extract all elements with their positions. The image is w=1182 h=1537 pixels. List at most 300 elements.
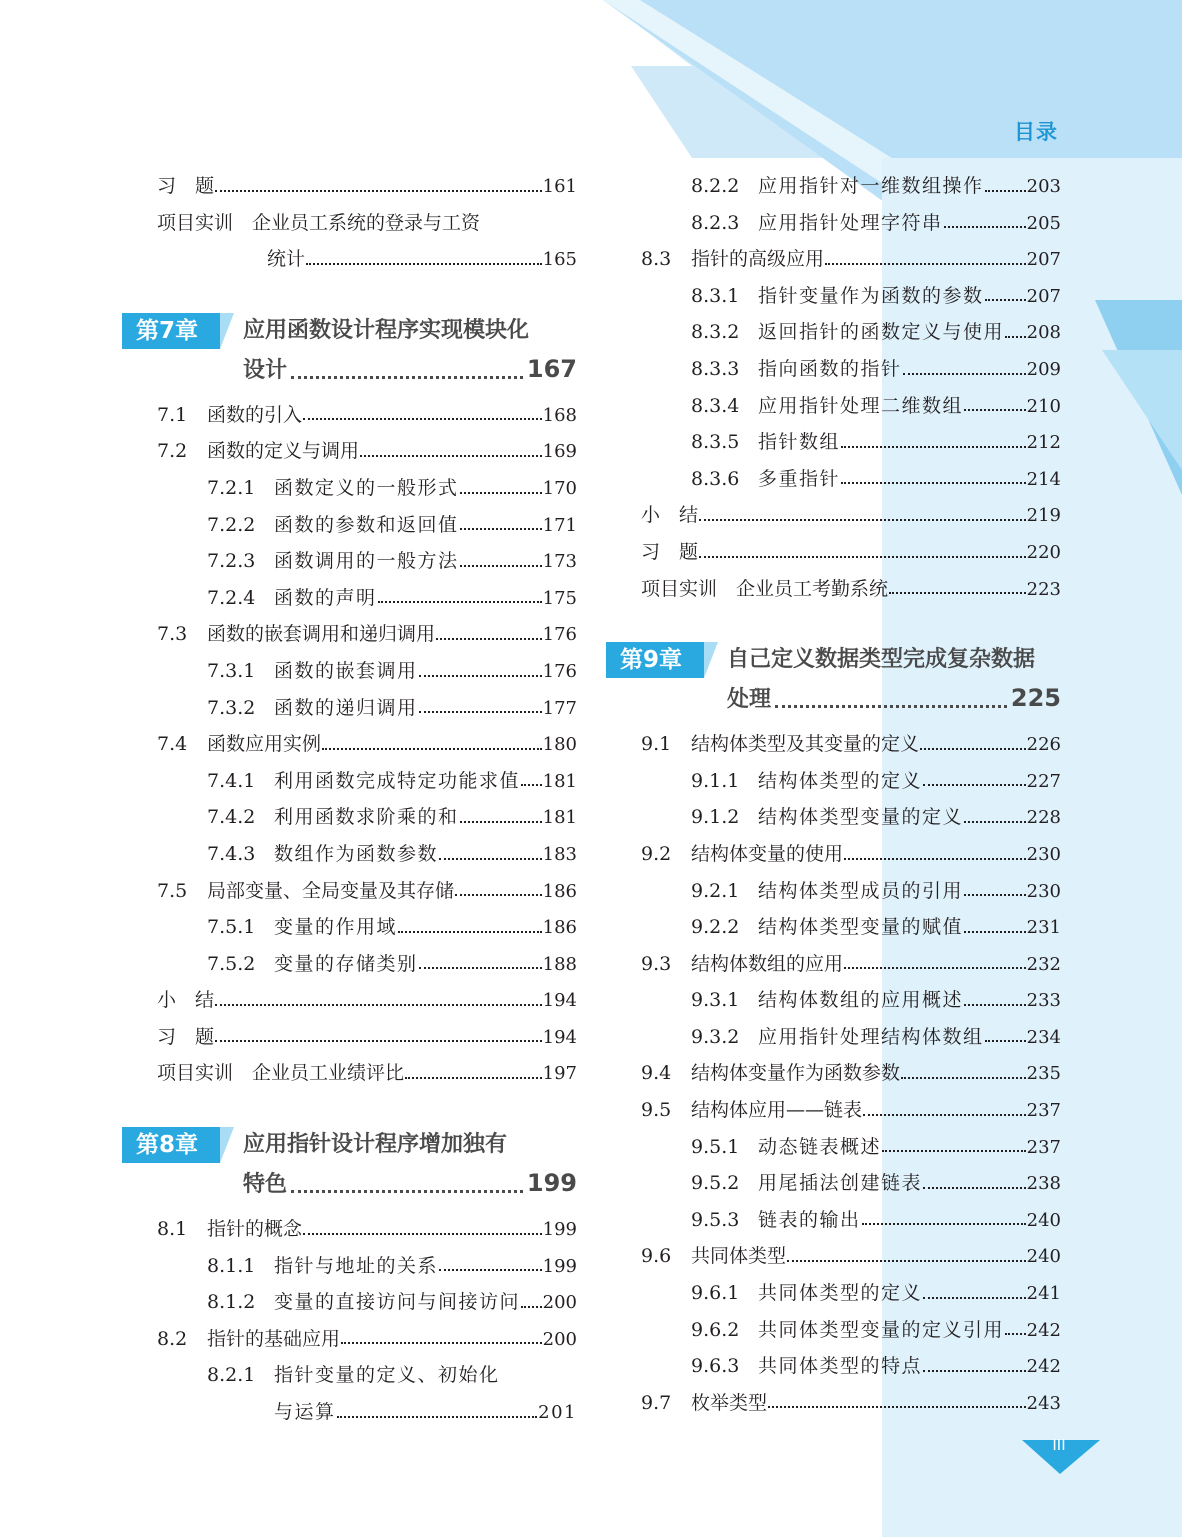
- spacer: [641, 607, 1061, 623]
- page-ref: 200: [542, 1292, 577, 1314]
- page-ref: 240: [1026, 1209, 1061, 1231]
- toc-entry: [641, 1275, 1061, 1312]
- section-title: 习 题: [157, 175, 215, 197]
- toc-entry: [641, 836, 1061, 873]
- chapter-badge: 第9章: [606, 642, 704, 678]
- section-title: 函数的嵌套调用和递归调用: [207, 623, 436, 646]
- section-number: 9.3.1: [691, 989, 740, 1012]
- toc-entry: [641, 1348, 1061, 1385]
- toc-entry: [641, 571, 1061, 608]
- toc-entry: [641, 278, 1061, 315]
- chapter-title-end: 设计: [243, 357, 288, 383]
- section-number: 9.5: [641, 1099, 672, 1122]
- toc-entry: [157, 1284, 577, 1321]
- dot-leader: [841, 444, 1026, 448]
- dot-leader: [337, 1414, 538, 1418]
- section-number: 7.3.2: [207, 696, 256, 719]
- section-title: 小 结: [641, 504, 699, 527]
- section-title: 指针变量的定义、初始化: [274, 1364, 500, 1387]
- toc-entry: [641, 1092, 1061, 1129]
- chapter-title: 自己定义数据类型完成复杂数据: [727, 647, 1036, 673]
- toc-entry: [157, 982, 577, 1019]
- dot-leader: [920, 746, 1026, 750]
- section-title: 函数定义的一般形式: [274, 476, 459, 499]
- page-ref: 242: [1026, 1356, 1061, 1378]
- chapter-title-end: 处理: [727, 687, 772, 713]
- section-title: 变量的存储类别: [274, 952, 418, 975]
- section-number: 9.3: [641, 952, 672, 975]
- toc-entry: [641, 726, 1061, 763]
- toc-entry: [157, 580, 577, 617]
- toc-entry: [157, 799, 577, 836]
- page-ref: 175: [542, 587, 577, 609]
- dot-leader: [903, 371, 1026, 375]
- page-ref: 210: [1026, 395, 1061, 417]
- chapter-page: 225: [1010, 684, 1061, 713]
- section-title: 指针与地址的关系: [274, 1254, 439, 1277]
- section-title: 链表的输出: [758, 1208, 861, 1231]
- page-ref: 171: [542, 514, 577, 536]
- page-ref: 173: [542, 551, 577, 573]
- dot-leader: [419, 673, 542, 677]
- section-number: 8.1.1: [207, 1254, 256, 1277]
- dot-leader: [964, 929, 1026, 933]
- page-ref: 177: [542, 697, 577, 719]
- section-title: 函数的参数和返回值: [274, 513, 459, 536]
- section-number: 9.1.1: [691, 769, 740, 792]
- section-title: 函数的嵌套调用: [274, 659, 418, 682]
- page-ref: 242: [1026, 1319, 1061, 1341]
- section-title: 函数应用实例: [207, 733, 322, 756]
- page-ref: 181: [542, 770, 577, 792]
- dot-leader: [1005, 334, 1026, 338]
- dot-leader: [291, 1189, 523, 1193]
- section-number: 7.2: [157, 440, 188, 463]
- toc-entry: [157, 1248, 577, 1285]
- dot-leader: [291, 375, 523, 379]
- page-ref: 214: [1026, 468, 1061, 490]
- section-number: 7.2.3: [207, 550, 256, 573]
- section-title: 利用函数完成特定功能求值: [274, 769, 521, 792]
- toc-entry: [641, 314, 1061, 351]
- chapter-title-end: 特色: [243, 1172, 288, 1198]
- toc-entry: [641, 909, 1061, 946]
- page-ref: 197: [542, 1063, 577, 1085]
- page-ref: 243: [1026, 1392, 1061, 1414]
- section-number: 9.1: [641, 733, 672, 756]
- section-title: 指向函数的指针: [758, 357, 902, 380]
- toc-entry: [157, 946, 577, 983]
- chapter-title-continued: [727, 679, 1061, 717]
- section-title: 结构体类型的定义: [758, 769, 923, 792]
- section-number: 9.2: [641, 842, 672, 865]
- section-title: 结构体数组的应用: [691, 952, 844, 975]
- dot-leader: [841, 480, 1026, 484]
- section-number: 8.3.1: [691, 284, 740, 307]
- dot-leader: [985, 188, 1026, 192]
- page-ref: 207: [1026, 285, 1061, 307]
- chapter-title-continued: [243, 1164, 577, 1202]
- dot-leader: [398, 929, 542, 933]
- page-ref: 230: [1026, 843, 1061, 865]
- toc-entry: [157, 241, 577, 278]
- dot-leader: [768, 1404, 1026, 1408]
- section-number: 7.2.4: [207, 586, 256, 609]
- toc-entry: [641, 351, 1061, 388]
- dot-leader: [455, 892, 542, 896]
- page-ref: 219: [1026, 505, 1061, 527]
- page-ref: 170: [542, 477, 577, 499]
- spacer: [157, 1092, 577, 1108]
- page-ref: 188: [542, 953, 577, 975]
- section-number: 7.3: [157, 623, 188, 646]
- section-title: 结构体类型成员的引用: [758, 879, 964, 902]
- section-number: 9.4: [641, 1062, 672, 1085]
- chapter-title: 应用指针设计程序增加独有: [243, 1132, 508, 1158]
- page-ref: 200: [542, 1328, 577, 1350]
- page-ref: 209: [1026, 358, 1061, 380]
- toc-entry: [641, 1165, 1061, 1202]
- page-number: III: [1052, 1436, 1066, 1454]
- toc-entry: [157, 616, 577, 653]
- page-ref: 168: [542, 404, 577, 426]
- toc-entry: [157, 470, 577, 507]
- dot-leader: [944, 224, 1026, 228]
- dot-leader: [460, 563, 542, 567]
- page-ref: 212: [1026, 432, 1061, 454]
- section-title: 变量的直接访问与间接访问: [274, 1291, 521, 1314]
- section-number: 7.1: [157, 403, 188, 426]
- toc-entry: [641, 1312, 1061, 1349]
- page-title: 目录: [1014, 120, 1058, 144]
- section-title: 与运算: [274, 1401, 336, 1424]
- toc-entry: [641, 1202, 1061, 1239]
- section-number: 8.3: [641, 248, 672, 271]
- dot-leader: [964, 819, 1026, 823]
- section-number: 9.6.1: [691, 1282, 740, 1305]
- section-title: 小 结: [157, 989, 215, 1012]
- chapter-page: 199: [526, 1169, 577, 1198]
- dot-leader: [923, 1185, 1026, 1189]
- toc-entry: [641, 799, 1061, 836]
- toc-entry: [641, 424, 1061, 461]
- page-ref: 181: [542, 807, 577, 829]
- toc-entry: [157, 1357, 577, 1394]
- section-number: 8.3.5: [691, 431, 740, 454]
- section-title: 动态链表概述: [758, 1135, 882, 1158]
- chapter-title: 应用函数设计程序实现模块化: [243, 317, 530, 343]
- toc-entry: [157, 873, 577, 910]
- section-title: 指针的概念: [207, 1218, 303, 1241]
- dot-leader: [901, 1075, 1026, 1079]
- toc-left-column: [136, 168, 577, 1431]
- dot-leader: [787, 1258, 1026, 1262]
- section-number: 9.5.3: [691, 1208, 740, 1231]
- section-title: 结构体应用——链表: [691, 1099, 863, 1122]
- section-number: 7.3.1: [207, 659, 256, 682]
- section-title: 函数的声明: [274, 586, 377, 609]
- page-ref: 220: [1026, 541, 1061, 563]
- section-number: 9.3.2: [691, 1025, 740, 1048]
- toc-right-column: [620, 168, 1061, 1421]
- toc-entry: [641, 763, 1061, 800]
- toc-entry: [641, 168, 1061, 205]
- section-title: 函数的引入: [207, 403, 303, 426]
- section-title: 指针变量作为函数的参数: [758, 284, 984, 307]
- section-number: 9.5.2: [691, 1172, 740, 1195]
- dot-leader: [521, 1304, 542, 1308]
- section-number: 7.4.1: [207, 769, 256, 792]
- page-ref: 194: [542, 990, 577, 1012]
- page-ref: 232: [1026, 953, 1061, 975]
- section-title: 结构体数组的应用概述: [758, 989, 964, 1012]
- page-ref: 161: [542, 176, 577, 197]
- section-title: 结构体变量的使用: [691, 842, 844, 865]
- section-number: 8.1: [157, 1218, 188, 1241]
- page-ref: 237: [1026, 1136, 1061, 1158]
- section-number: 7.5: [157, 879, 188, 902]
- dot-leader: [303, 1231, 542, 1235]
- chapter-heading: [620, 642, 1061, 721]
- dot-leader: [439, 856, 542, 860]
- toc-entry: [641, 205, 1061, 242]
- chapter-heading: [136, 313, 577, 392]
- toc-entry: [157, 205, 577, 242]
- toc-entry: [641, 946, 1061, 983]
- page-ref: 228: [1026, 807, 1061, 829]
- section-number: 7.2.1: [207, 476, 256, 499]
- dot-leader: [215, 1038, 542, 1042]
- toc-entry: [157, 909, 577, 946]
- toc-entry: [641, 388, 1061, 425]
- dot-leader: [699, 554, 1026, 558]
- section-title: 多重指针: [758, 467, 841, 490]
- page-ref: 234: [1026, 1026, 1061, 1048]
- page-ref: 194: [542, 1026, 577, 1048]
- section-title: 指针的高级应用: [691, 248, 825, 271]
- page-ref: 205: [1026, 212, 1061, 234]
- section-title: 函数的递归调用: [274, 696, 418, 719]
- section-title: 变量的作用域: [274, 916, 398, 939]
- chapter-badge: 第8章: [122, 1127, 220, 1163]
- toc-entry: [157, 690, 577, 727]
- section-number: 8.2.1: [207, 1364, 256, 1387]
- toc-entry: [157, 433, 577, 470]
- section-title: 局部变量、全局变量及其存储: [207, 879, 455, 902]
- page-ref: 186: [542, 880, 577, 902]
- dot-leader: [215, 1002, 542, 1006]
- section-number: 8.2.3: [691, 211, 740, 234]
- dot-leader: [862, 1221, 1026, 1225]
- section-title: 函数的定义与调用: [207, 440, 360, 463]
- section-number: 9.6.3: [691, 1355, 740, 1378]
- page-ref: 230: [1026, 880, 1061, 902]
- dot-leader: [460, 490, 542, 494]
- toc-entry: [157, 397, 577, 434]
- dot-leader: [322, 746, 542, 750]
- page-ref: 183: [542, 843, 577, 865]
- section-number: 8.3.2: [691, 321, 740, 344]
- page-ref: 235: [1026, 1063, 1061, 1085]
- section-number: 7.4.3: [207, 842, 256, 865]
- dot-leader: [964, 892, 1026, 896]
- page-ref: 186: [542, 917, 577, 939]
- dot-leader: [844, 856, 1026, 860]
- dot-leader: [923, 1368, 1026, 1372]
- section-title: 项目实训 企业员工系统的登录与工资: [157, 211, 481, 234]
- dot-leader: [405, 1075, 542, 1079]
- dot-leader: [985, 1038, 1026, 1042]
- page-ref: 237: [1026, 1100, 1061, 1122]
- toc-entry: [157, 653, 577, 690]
- toc-entry: [157, 726, 577, 763]
- page-ref: 169: [542, 441, 577, 463]
- section-title: 用尾插法创建链表: [758, 1172, 923, 1195]
- section-number: 9.5.1: [691, 1135, 740, 1158]
- section-number: 8.3.3: [691, 357, 740, 380]
- section-title: 结构体变量作为函数参数: [691, 1062, 901, 1085]
- section-number: 9.6: [641, 1245, 672, 1268]
- section-title: 枚举类型: [691, 1391, 768, 1414]
- dot-leader: [825, 261, 1026, 265]
- section-number: 7.5.1: [207, 916, 256, 939]
- toc-entry: [641, 982, 1061, 1019]
- section-title: 统计: [267, 248, 306, 271]
- toc-entry: [641, 1238, 1061, 1275]
- dot-leader: [378, 599, 542, 603]
- section-title: 函数调用的一般方法: [274, 550, 459, 573]
- dot-leader: [775, 704, 1007, 708]
- page-ref: 199: [542, 1219, 577, 1241]
- dot-leader: [964, 1002, 1026, 1006]
- section-title: 共同体类型的定义: [758, 1282, 923, 1305]
- section-number: 9.6.2: [691, 1318, 740, 1341]
- page-ref: 176: [542, 624, 577, 646]
- section-number: 7.4.2: [207, 806, 256, 829]
- page-ref: 180: [542, 734, 577, 756]
- section-number: 9.7: [641, 1391, 672, 1414]
- toc-entry: [641, 1055, 1061, 1092]
- toc-entry: [641, 497, 1061, 534]
- toc-entry: [157, 836, 577, 873]
- toc-entry: [157, 1019, 577, 1056]
- toc-entry: [641, 873, 1061, 910]
- section-title: 利用函数求阶乘的和: [274, 806, 459, 829]
- section-title: 项目实训 企业员工考勤系统: [641, 577, 889, 600]
- section-title: 指针的基础应用: [207, 1327, 341, 1350]
- section-number: 7.5.2: [207, 952, 256, 975]
- chapter-title-continued: [243, 350, 577, 388]
- dot-leader: [360, 453, 542, 457]
- toc-entry: [641, 534, 1061, 571]
- section-number: 9.2.1: [691, 879, 740, 902]
- page-ref: 207: [1026, 249, 1061, 271]
- section-number: 8.1.2: [207, 1291, 256, 1314]
- section-title: 结构体类型变量的赋值: [758, 916, 964, 939]
- section-title: 应用指针对一维数组操作: [758, 175, 984, 197]
- toc-entry: [641, 1385, 1061, 1422]
- toc-entry: [641, 1019, 1061, 1056]
- section-number: 9.2.2: [691, 916, 740, 939]
- toc-entry: [157, 1394, 577, 1431]
- dot-leader: [419, 709, 542, 713]
- section-number: 8.2: [157, 1327, 188, 1350]
- dot-leader: [844, 965, 1026, 969]
- dot-leader: [341, 1340, 542, 1344]
- dot-leader: [985, 297, 1026, 301]
- section-title: 结构体类型变量的定义: [758, 806, 964, 829]
- section-title: 共同体类型的特点: [758, 1355, 923, 1378]
- chapter-badge: 第7章: [122, 313, 220, 349]
- chapter-heading: [136, 1127, 577, 1206]
- section-number: 8.3.4: [691, 394, 740, 417]
- dot-leader: [303, 416, 542, 420]
- page-ref: 227: [1026, 770, 1061, 792]
- page-ref: 223: [1026, 578, 1061, 600]
- section-title: 习 题: [157, 1025, 215, 1048]
- section-title: 数组作为函数参数: [274, 842, 439, 865]
- toc-entry: [157, 763, 577, 800]
- dot-leader: [436, 636, 542, 640]
- toc-entry: [641, 461, 1061, 498]
- page-ref: 240: [1026, 1246, 1061, 1268]
- page-ref: 226: [1026, 734, 1061, 756]
- section-number: 9.1.2: [691, 806, 740, 829]
- dot-leader: [215, 188, 542, 192]
- dot-leader: [460, 819, 542, 823]
- chapter-page: 167: [526, 354, 577, 383]
- page-ref: 165: [542, 249, 577, 271]
- dot-leader: [699, 517, 1026, 521]
- section-title: 应用指针处理字符串: [758, 211, 943, 234]
- section-title: 项目实训 企业员工业绩评比: [157, 1062, 405, 1085]
- toc-entry: [157, 1321, 577, 1358]
- dot-leader: [964, 407, 1026, 411]
- dot-leader: [306, 261, 542, 265]
- dot-leader: [419, 965, 542, 969]
- section-number: 8.2.2: [691, 175, 740, 197]
- toc-entry: [157, 507, 577, 544]
- toc-entry: [641, 1129, 1061, 1166]
- page-ref: 208: [1026, 322, 1061, 344]
- section-title: 应用指针处理结构体数组: [758, 1025, 984, 1048]
- dot-leader: [1005, 1331, 1026, 1335]
- section-title: 共同体类型变量的定义引用: [758, 1318, 1005, 1341]
- dot-leader: [889, 590, 1026, 594]
- spacer: [157, 278, 577, 294]
- section-title: 应用指针处理二维数组: [758, 394, 964, 417]
- toc-entry: [157, 1211, 577, 1248]
- section-number: 8.3.6: [691, 467, 740, 490]
- toc-entry: [157, 543, 577, 580]
- dot-leader: [882, 1148, 1026, 1152]
- page-ref: 238: [1026, 1173, 1061, 1195]
- section-title: 结构体类型及其变量的定义: [691, 733, 920, 756]
- page-ref: 199: [542, 1255, 577, 1277]
- toc-entry: [641, 241, 1061, 278]
- toc-entry: [157, 168, 577, 205]
- page-ref: 241: [1026, 1283, 1061, 1305]
- section-title: 返回指针的函数定义与使用: [758, 321, 1005, 344]
- section-number: 7.2.2: [207, 513, 256, 536]
- page-ref: 176: [542, 660, 577, 682]
- section-title: 指针数组: [758, 431, 841, 454]
- page-ref: 231: [1026, 917, 1061, 939]
- dot-leader: [863, 1112, 1026, 1116]
- section-number: 7.4: [157, 733, 188, 756]
- page-ref: 201: [538, 1402, 577, 1424]
- section-title: 习 题: [641, 540, 699, 563]
